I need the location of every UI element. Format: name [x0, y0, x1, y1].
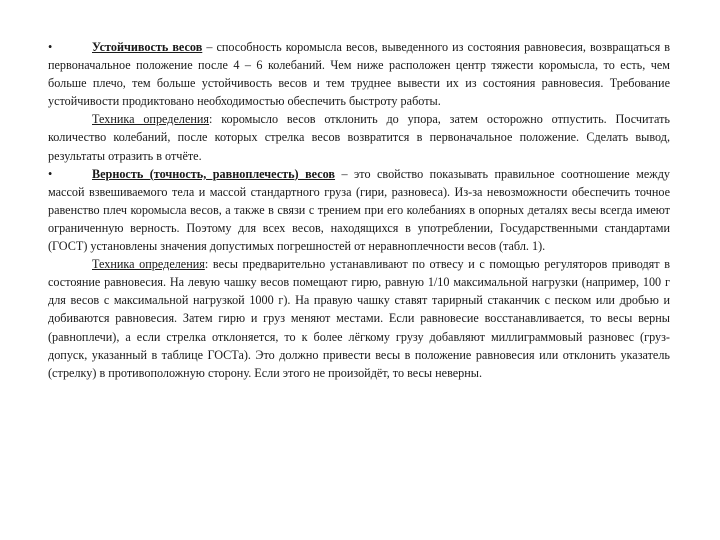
bullet-marker: •: [48, 40, 53, 54]
label-technique-1: Техника определения: [92, 112, 210, 127]
term-stability: Устойчивость весов: [92, 40, 203, 54]
text-stability: – способность коромысла весов, выведенного из состояния равновесия, возвращаться в первоначальное положение после 4 – 6 колебаний. Чем ниже расположен центр тяжести коромысла, то есть, чем больше плечо, тем больше устойчивость весов и тем труднее вывести их из состояния равновесия. Требование устойчивости продиктовано необходимостью обеспечить быстроту работы.: [48, 40, 670, 109]
text-accuracy: – это свойство показывать правильное соотношение между массой взвешиваемого тела и массой стандартного груза (гири, разновеса). Из-за невозможности обеспечить точное равенство плеч коромысла весов, а также в связи с трением при его колебаниях в опорных деталях весы всегда имеют ограниченную верность. Поэтому для всех весов, находящихся в употреблении, Государственными стандартами (ГОСТ) установлены значения допустимых погрешностей от неравноплечности весов (табл. 1).: [48, 166, 670, 254]
document-page: [48, 38, 670, 382]
text-technique-2: : весы предварительно устанавливают по отвесу и с помощью регуляторов приводят в состояние равновесия. На левую чашку весов помещают гирю, равную 1/10 максимальной нагрузки (например, 100 г для весов с максимальной нагрузкой 1000 г). На правую чашку ставят тарирный стаканчик с песком или дробью и добиваются равновесия. Затем гирю и груз меняют местами. Если равновесие восстанавливается, то весы верны (равноплечи), а если стрелка отклоняется, то к более лёгкому грузу добавляют миллиграммовый разновес (груз-допуск, указанный в таблице ГОСТа). Это должно привести весы в положение равновесия или отклонить указатель (стрелку) в противоположную сторону. Если этого не произойдёт, то весы неверны.: [48, 257, 670, 380]
paragraph-accuracy: [48, 165, 670, 255]
bullet-marker: •: [48, 166, 53, 181]
paragraph-accuracy-technique: [48, 255, 670, 382]
paragraph-stability: [48, 38, 670, 110]
text-technique-1: : коромысло весов отклонить до упора, затем осторожно отпустить. Посчитать количество колебаний, после которых стрелка весов возвратится в первоначальное положение. Сделать вывод, результаты отразить в отчёте.: [48, 112, 670, 163]
label-technique-2: Техника определения: [92, 257, 205, 272]
paragraph-stability-technique: [48, 110, 670, 164]
term-accuracy: Верность (точность, равноплечесть) весов: [92, 166, 336, 181]
